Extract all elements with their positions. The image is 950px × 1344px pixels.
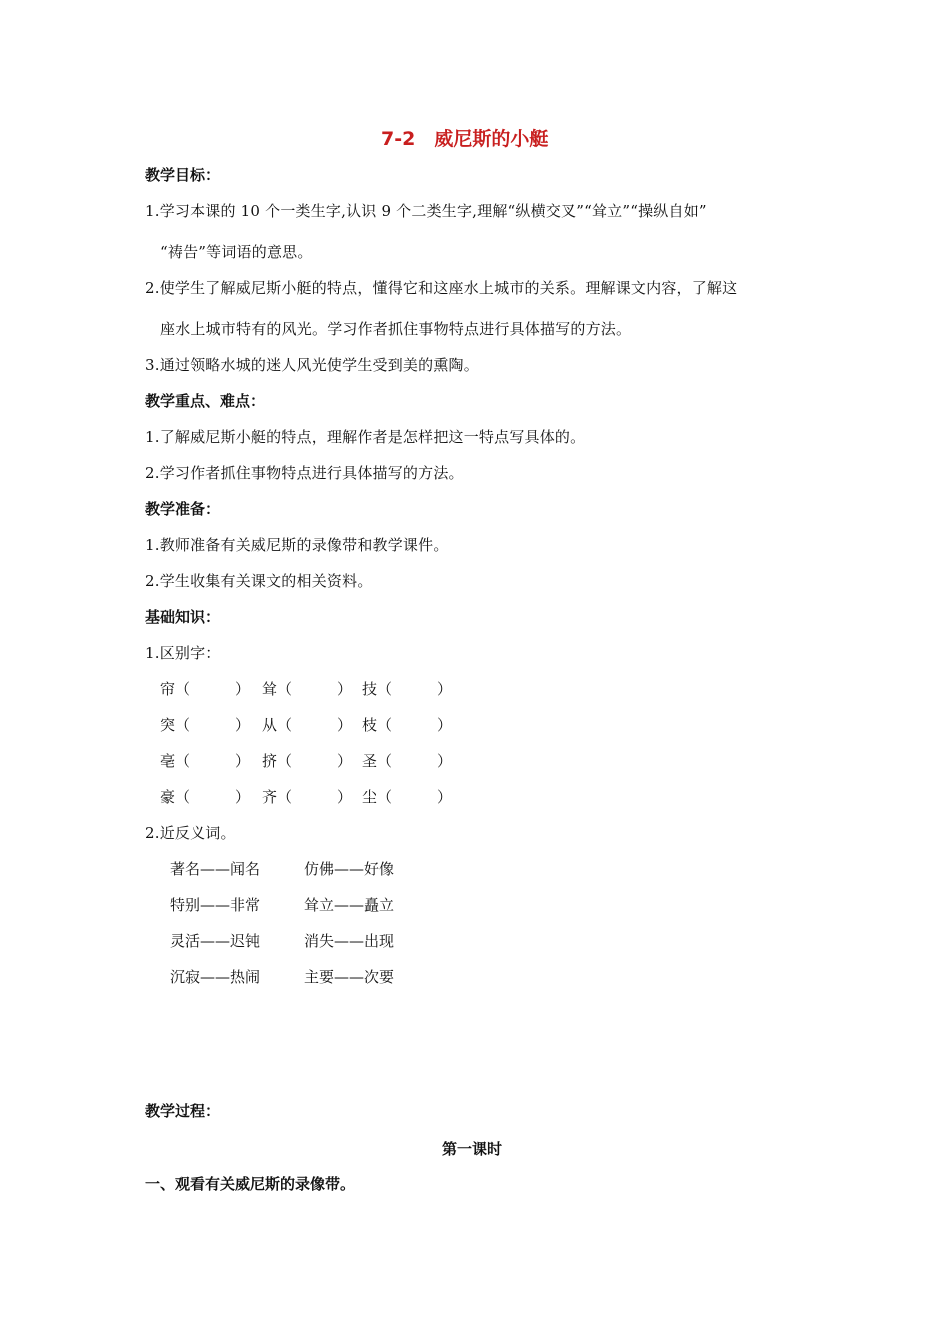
key-points-heading: 教学重点、难点：: [145, 392, 266, 410]
objective-1-line-1: 1.学习本课的 10 个一类生字,认识 9 个二类生字,理解“纵横交叉”“耸立”“操纵自如”: [145, 202, 707, 220]
objective-3: 3.通过领略水城的迷人风光使学生受到美的熏陶。: [145, 356, 479, 374]
distinguish-cell: 齐（ ）: [262, 788, 353, 806]
page-title: 7-2 威尼斯的小艇: [381, 128, 549, 150]
distinguish-cell: 从（ ）: [262, 716, 353, 734]
word-pair: 沉寂——热闹: [170, 968, 261, 986]
objective-2-line-2: 座水上城市特有的风光。学习作者抓住事物特点进行具体描写的方法。: [160, 320, 632, 338]
word-pair: 仿佛——好像: [304, 860, 395, 878]
objective-2-line-1: 2.使学生了解威尼斯小艇的特点，懂得它和这座水上城市的关系。理解课文内容，了解这: [145, 279, 738, 297]
distinguish-cell: 枝（ ）: [362, 716, 453, 734]
preparation-1: 1.教师准备有关威尼斯的录像带和教学课件。: [145, 536, 449, 554]
basics-heading: 基础知识：: [145, 608, 221, 626]
word-pair: 特别——非常: [170, 896, 261, 914]
distinguish-cell: 豪（ ）: [160, 788, 251, 806]
synonyms-label: 2.近反义词。: [145, 824, 236, 842]
distinguish-cell: 突（ ）: [160, 716, 251, 734]
distinguish-cell: 圣（ ）: [362, 752, 453, 770]
distinguish-label: 1.区别字：: [145, 644, 221, 662]
objective-1-line-2: “祷告”等词语的意思。: [160, 243, 313, 261]
distinguish-cell: 帘（ ）: [160, 680, 251, 698]
word-pair: 著名——闻名: [170, 860, 261, 878]
word-pair: 灵活——迟钝: [170, 932, 261, 950]
distinguish-cell: 挤（ ）: [262, 752, 353, 770]
word-pair: 耸立——矗立: [304, 896, 395, 914]
key-point-2: 2.学习作者抓住事物特点进行具体描写的方法。: [145, 464, 464, 482]
distinguish-cell: 尘（ ）: [362, 788, 453, 806]
word-pair: 主要——次要: [304, 968, 395, 986]
preparation-heading: 教学准备：: [145, 500, 221, 518]
lesson-heading: 第一课时: [442, 1140, 503, 1158]
word-pair: 消失——出现: [304, 932, 395, 950]
distinguish-cell: 亳（ ）: [160, 752, 251, 770]
distinguish-cell: 耸（ ）: [262, 680, 353, 698]
process-heading: 教学过程：: [145, 1102, 221, 1120]
preparation-2: 2.学生收集有关课文的相关资料。: [145, 572, 373, 590]
objectives-heading: 教学目标：: [145, 166, 221, 184]
key-point-1: 1.了解威尼斯小艇的特点，理解作者是怎样把这一特点写具体的。: [145, 428, 586, 446]
step-1-heading: 一、观看有关威尼斯的录像带。: [145, 1175, 356, 1193]
distinguish-cell: 技（ ）: [362, 680, 453, 698]
